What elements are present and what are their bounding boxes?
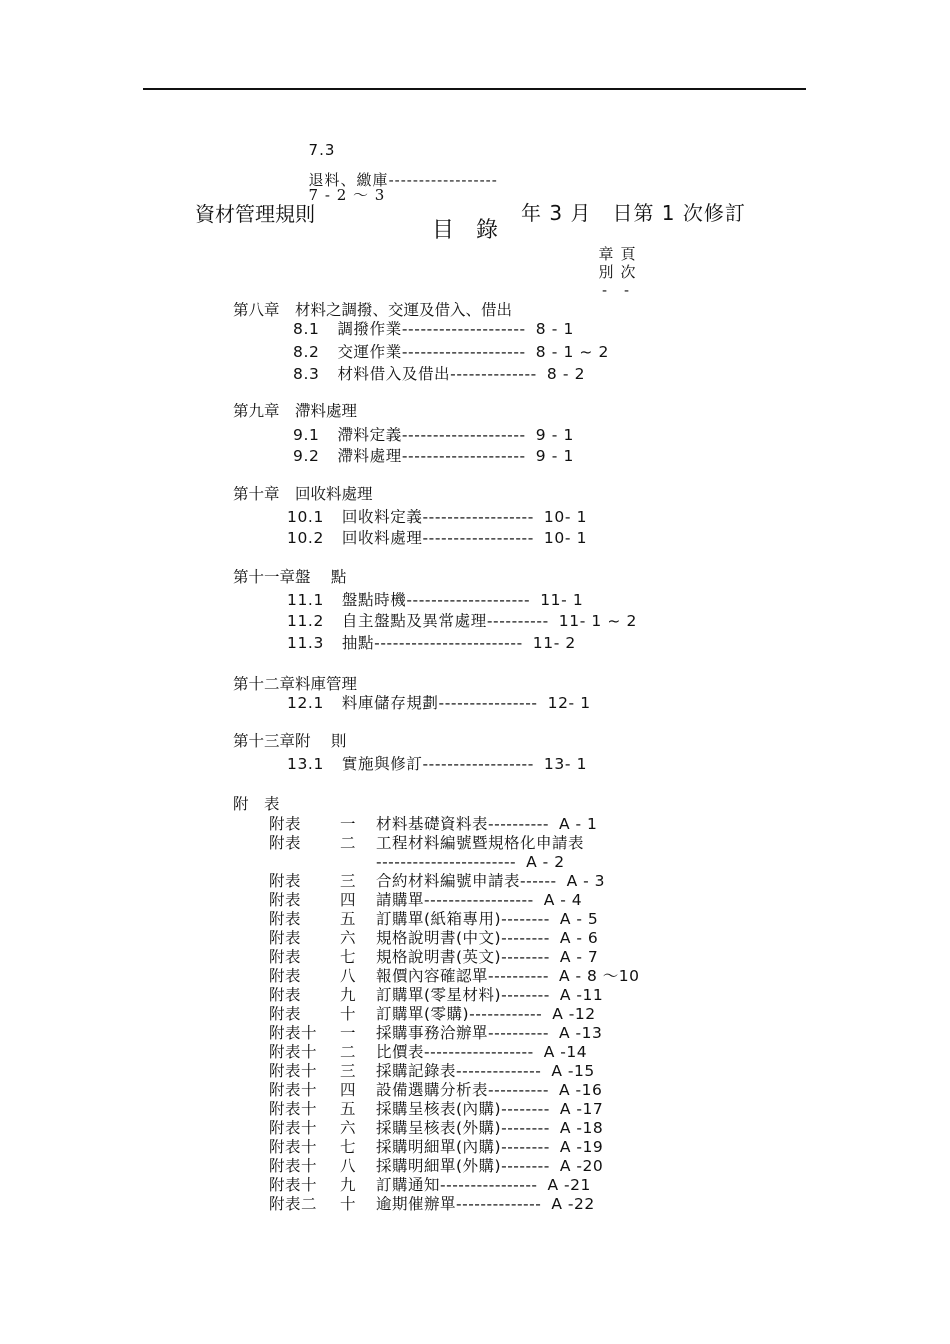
appendix-title: 採購呈核表(內購) [376,1100,502,1118]
entry-leader-dots: -------------------- [401,320,526,338]
column-dash-page: - [624,283,630,299]
prev-section-page: 7 - 2 ～ 3 [308,186,386,204]
appendix-title: 設備選購分析表 [376,1081,489,1099]
appendix-title: 材料基礎資料表 [376,815,489,833]
appendix-label: 附表 [269,834,302,852]
appendix-page: A - 6 [559,929,599,947]
prev-section-dots: ------------------ [388,171,498,189]
appendix-label: 附表 [269,815,302,833]
entry-leader-dots: ------------------ [422,755,534,773]
toc-entry [293,345,609,361]
entry-page: 9 - 1 [535,426,574,444]
appendix-leader-dots: ------------------ [424,1043,534,1061]
entry-leader-dots: ---------- [486,612,549,630]
appendix-number: 八 [340,1157,357,1175]
appendix-leader-dots: -------- [501,1100,550,1118]
entry-leader-dots: ---------------- [438,694,538,712]
appendix-leader-dots: -------- [501,986,550,1004]
appendix-page: A -20 [559,1157,604,1175]
appendix-label: 附表十 [269,1024,318,1042]
appendix-label: 附表 [269,929,302,947]
appendix-leader-dots: ---------- [488,1024,549,1042]
appendix-leader-dots: ----------------------- [376,853,517,871]
appendix-leader-dots: ------------------ [424,891,534,909]
appendix-title: 合約材料編號申請表 [376,872,521,890]
appendix-entry [376,1159,603,1175]
appendix-leader-dots: -------- [501,1119,550,1137]
appendix-leader-dots: -------- [501,929,550,947]
header-rule [143,88,806,90]
appendix-title: 採購明細單(內購) [376,1138,502,1156]
entry-number: 10.2 [287,529,324,547]
entry-number: 10.1 [287,508,324,526]
appendix-number: 五 [340,1100,357,1118]
doc-title: 資材管理規則 [195,202,315,226]
appendix-entry [376,931,598,947]
entry-page: 11- 1 ~ 2 [558,612,637,630]
appendix-entry [376,1007,596,1023]
appendix-label: 附表十 [269,1043,318,1061]
prev-section-line [297,128,498,203]
appendix-page: A -14 [543,1043,588,1061]
appendix-number: 十 [340,1195,357,1213]
toc-entry [293,449,574,465]
appendix-leader-dots: -------------- [456,1195,542,1213]
appendix-entry [376,912,598,928]
entry-leader-dots: -------------------- [406,591,531,609]
entry-number: 13.1 [287,755,324,773]
appendix-entry [376,1140,603,1156]
entry-page: 10- 1 [543,529,588,547]
chapter-heading: 第十三章附 則 [233,732,347,750]
appendix-title: 工程材料編號暨規格化申請表 [376,834,585,852]
appendix-number: 三 [340,872,357,890]
prev-section-title: 退料、繳庫 [308,171,389,189]
appendix-page: A - 8 ～10 [558,967,640,985]
appendix-label: 附表十 [269,1157,318,1175]
appendix-number: 九 [340,986,357,1004]
appendix-page: A -17 [559,1100,604,1118]
appendix-entry [376,874,605,890]
appendix-page: A - 5 [559,910,599,928]
toc-entry [287,614,637,630]
appendix-page: A - 4 [543,891,583,909]
appendix-title: 逾期催辦單 [376,1195,457,1213]
appendix-entry [376,855,565,871]
appendix-number: 四 [340,891,357,909]
entry-number: 8.2 [293,343,320,361]
chapter-heading: 第八章 材料之調撥、交運及借入、借出 [233,301,513,319]
appendix-number: 六 [340,1119,357,1137]
chapter-heading: 第十章 回收料處理 [233,485,373,503]
appendix-entry [376,1102,603,1118]
appendix-page: A -11 [559,986,604,1004]
entry-title: 交運作業 [337,343,402,361]
entry-number: 11.3 [287,634,324,652]
entry-page: 8 - 2 [546,365,586,383]
appendix-number: 九 [340,1176,357,1194]
appendix-page: A - 2 [526,853,565,871]
appendix-number: 二 [340,834,357,852]
appendix-label: 附表 [269,948,302,966]
appendix-leader-dots: -------------- [456,1062,542,1080]
appendix-entry [376,1083,602,1099]
appendix-page: A - 3 [566,872,605,890]
toc-entry [287,593,583,609]
entry-leader-dots: ------------------ [422,529,534,547]
appendix-number: 七 [340,1138,357,1156]
toc-entry [293,322,574,338]
appendix-label: 附表二 [269,1195,318,1213]
entry-page: 9 - 1 [535,447,574,465]
entry-title: 材料借入及借出 [337,365,451,383]
entry-number: 12.1 [287,694,324,712]
appendix-entry [376,1026,602,1042]
appendix-number: 七 [340,948,357,966]
appendix-title: 規格說明書(英文) [376,948,502,966]
appendix-title: 比價表 [376,1043,425,1061]
appendix-leader-dots: ---------- [488,1081,549,1099]
entry-leader-dots: -------------- [450,365,537,383]
entry-title: 盤點時機 [341,591,407,609]
appendix-label: 附表十 [269,1176,318,1194]
appendix-title: 請購單 [376,891,425,909]
appendix-leader-dots: -------- [501,910,550,928]
entry-title: 料庫儲存規劃 [341,694,439,712]
toc-entry [293,367,585,383]
appendix-page: A -22 [551,1195,595,1213]
appendix-page: A - 7 [559,948,599,966]
column-dash-chapter: - [602,283,608,299]
appendix-leader-dots: ---------- [488,967,549,985]
entry-page: 11- 1 [540,591,584,609]
appendix-leader-dots: ---------- [488,815,549,833]
toc-entry [287,757,587,773]
appendix-entry [376,836,594,852]
appendix-label: 附表十 [269,1081,318,1099]
appendix-leader-dots: ------ [520,872,557,890]
toc-entry [287,531,587,547]
entry-page: 10- 1 [543,508,588,526]
appendix-label: 附表 [269,891,302,909]
entry-page: 11- 2 [532,634,576,652]
entry-title: 回收料定義 [341,508,423,526]
appendix-number: 二 [340,1043,357,1061]
appendix-page: A -16 [558,1081,603,1099]
entry-title: 滯料定義 [337,426,402,444]
appendix-heading: 附 表 [233,795,280,813]
chapter-heading: 第十一章盤 點 [233,568,347,586]
appendix-number: 八 [340,967,357,985]
appendix-page: A - 1 [558,815,598,833]
appendix-leader-dots: -------- [501,948,550,966]
appendix-label: 附表 [269,986,302,1004]
entry-page: 12- 1 [547,694,591,712]
appendix-page: A -19 [559,1138,604,1156]
appendix-entry [376,817,597,833]
appendix-leader-dots: ------------ [469,1005,543,1023]
appendix-entry [376,1178,591,1194]
entry-leader-dots: -------------------- [401,447,526,465]
appendix-page: A -13 [558,1024,603,1042]
entry-page: 8 - 1 [535,320,574,338]
chapter-heading: 第九章 滯料處理 [233,402,358,420]
appendix-title: 訂購通知 [376,1176,441,1194]
appendix-number: 一 [340,815,357,833]
appendix-number: 五 [340,910,357,928]
entry-number: 11.2 [287,612,324,630]
appendix-page: A -12 [552,1005,596,1023]
appendix-leader-dots: -------- [501,1157,550,1175]
toc-entry [293,428,574,444]
appendix-label: 附表 [269,872,302,890]
entry-title: 抽點 [341,634,375,652]
appendix-entry [376,950,598,966]
appendix-label: 附表十 [269,1119,318,1137]
appendix-entry [376,988,603,1004]
appendix-title: 訂購單(紙箱專用) [376,910,502,928]
appendix-title: 規格說明書(中文) [376,929,502,947]
appendix-label: 附表 [269,967,302,985]
column-head-page: 頁次 [620,245,636,281]
revision-note: 年 3 月 日第 1 次修訂 [521,201,746,225]
entry-title: 滯料處理 [337,447,402,465]
appendix-page: A -18 [559,1119,604,1137]
appendix-title: 採購事務洽辦單 [376,1024,489,1042]
toc-entry [287,696,591,712]
entry-leader-dots: ------------------------ [374,634,523,652]
toc-title: 目 錄 [432,218,499,243]
chapter-heading: 第十二章料庫管理 [233,675,358,693]
toc-entry [287,636,576,652]
entry-page: 8 - 1 ~ 2 [535,343,610,361]
entry-page: 13- 1 [543,755,588,773]
entry-title: 回收料處理 [341,529,423,547]
entry-number: 9.1 [293,426,320,444]
appendix-number: 一 [340,1024,357,1042]
entry-number: 8.1 [293,320,320,338]
column-head-chapter: 章別 [598,245,614,281]
entry-number: 11.1 [287,591,324,609]
appendix-entry [376,1197,595,1213]
entry-number: 8.3 [293,365,320,383]
appendix-label: 附表十 [269,1100,318,1118]
appendix-label: 附表 [269,1005,302,1023]
entry-title: 調撥作業 [337,320,402,338]
appendix-entry [376,893,582,909]
appendix-number: 三 [340,1062,357,1080]
appendix-label: 附表 [269,910,302,928]
entry-leader-dots: -------------------- [401,343,526,361]
entry-number: 9.2 [293,447,320,465]
entry-leader-dots: ------------------ [422,508,534,526]
toc-entry [287,510,587,526]
appendix-entry [376,1064,595,1080]
appendix-entry [376,1045,587,1061]
appendix-number: 十 [340,1005,357,1023]
appendix-page: A -21 [547,1176,591,1194]
appendix-title: 訂購單(零星材料) [376,986,502,1004]
entry-title: 自主盤點及異常處理 [341,612,487,630]
appendix-leader-dots: ---------------- [440,1176,538,1194]
appendix-number: 六 [340,929,357,947]
appendix-label: 附表十 [269,1062,318,1080]
appendix-page: A -15 [551,1062,595,1080]
prev-section-num: 7.3 [308,141,336,159]
entry-leader-dots: -------------------- [401,426,526,444]
appendix-title: 採購明細單(外購) [376,1157,502,1175]
appendix-leader-dots: -------- [501,1138,550,1156]
appendix-title: 報價內容確認單 [376,967,489,985]
appendix-title: 訂購單(零購) [376,1005,470,1023]
appendix-entry [376,969,640,985]
appendix-number: 四 [340,1081,357,1099]
appendix-title: 採購記錄表 [376,1062,457,1080]
appendix-title: 採購呈核表(外購) [376,1119,502,1137]
appendix-entry [376,1121,603,1137]
appendix-label: 附表十 [269,1138,318,1156]
entry-title: 實施與修訂 [341,755,423,773]
